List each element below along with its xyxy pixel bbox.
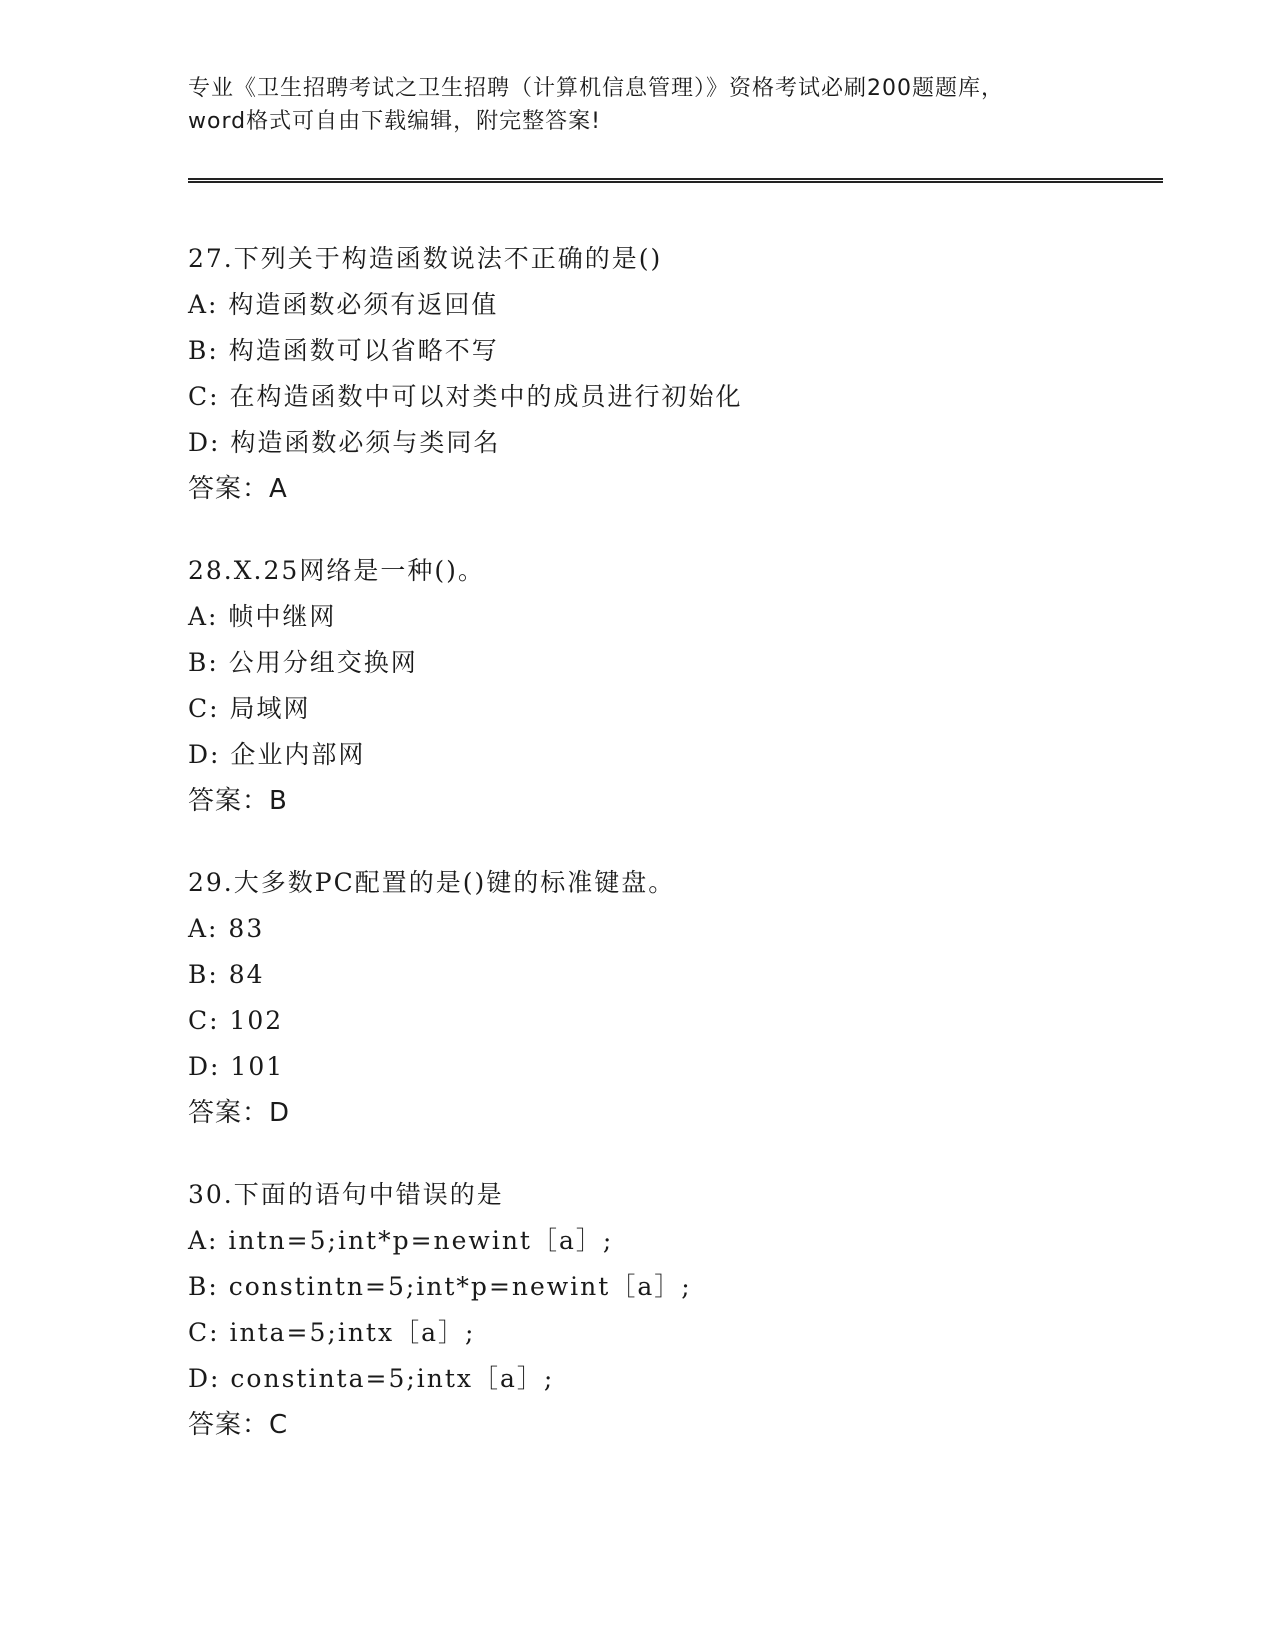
- question-stem: 30.下面的语句中错误的是: [188, 1180, 504, 1209]
- option-c: C: 局域网: [188, 694, 311, 723]
- option-d: D: constinta=5;intx［a］;: [188, 1364, 555, 1393]
- option-d: D: 企业内部网: [188, 740, 366, 769]
- option-a: A: 83: [188, 914, 265, 943]
- question-list: [188, 236, 1168, 1484]
- option-c: C: inta=5;intx［a］;: [188, 1318, 476, 1347]
- option-c: C: 102: [188, 1006, 284, 1035]
- option-d: D: 构造函数必须与类同名: [188, 428, 501, 457]
- header-divider: [188, 178, 1163, 183]
- question-29: [188, 860, 1168, 1136]
- answer-line: 答案：D: [188, 1098, 291, 1128]
- option-b: B: 公用分组交换网: [188, 648, 418, 677]
- question-28: [188, 548, 1168, 824]
- answer-line: 答案：A: [188, 474, 288, 504]
- question-stem: 28.X.25网络是一种()。: [188, 556, 485, 585]
- option-a: A: intn=5;int*p=newint［a］;: [188, 1226, 614, 1255]
- question-stem: 29.大多数PC配置的是()键的标准键盘。: [188, 868, 676, 897]
- option-b: B: 84: [188, 960, 265, 989]
- header-line-1: 专业《卫生招聘考试之卫生招聘（计算机信息管理）》资格考试必刷200题题库，: [188, 76, 1004, 101]
- question-stem: 27.下列关于构造函数说法不正确的是(): [188, 244, 663, 273]
- question-30: [188, 1172, 1168, 1448]
- answer-line: 答案：C: [188, 1410, 289, 1440]
- option-d: D: 101: [188, 1052, 285, 1081]
- option-c: C: 在构造函数中可以对类中的成员进行初始化: [188, 382, 743, 411]
- option-b: B: constintn=5;int*p=newint［a］;: [188, 1272, 692, 1301]
- option-b: B: 构造函数可以省略不写: [188, 336, 499, 365]
- document-header: [188, 72, 1108, 138]
- header-line-2: word格式可自由下载编辑，附完整答案!: [188, 109, 601, 134]
- option-a: A: 帧中继网: [188, 602, 337, 631]
- question-27: [188, 236, 1168, 512]
- answer-line: 答案：B: [188, 786, 288, 816]
- option-a: A: 构造函数必须有返回值: [188, 290, 499, 319]
